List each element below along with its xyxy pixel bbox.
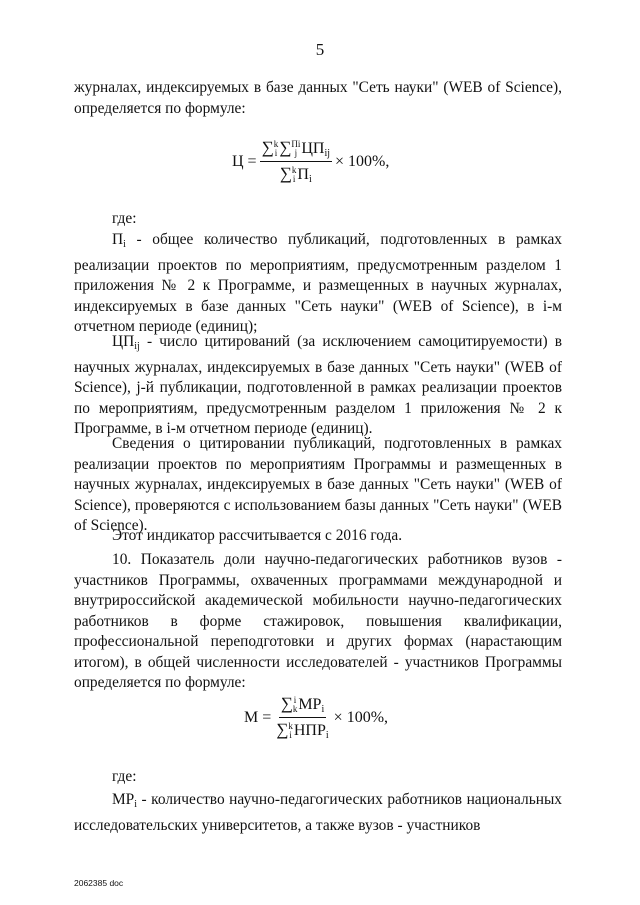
symbol-cpij: ЦП [112, 333, 135, 350]
formula-citation-index [232, 138, 389, 185]
paragraph-indicator-10: 10. Показатель доли научно-педагогических работников вузов - участников Программы, охваченных программами международной и внутрироссийской академической мобильности научно-педагогических работников в форме стажировок, повышения квалификации, профессиональной переподготовки и других формах (нарастающим итогом), в общей численности исследователей - участников Программы определяется по формуле: [74, 551, 562, 691]
formula-denominator [278, 162, 314, 185]
paragraph-intro: журналах, индексируемых в базе данных "Сеть науки" (WEB of Science), определяется по формуле: [74, 79, 562, 117]
formula-fraction [260, 138, 332, 185]
sum-symbol: ∑ [276, 720, 289, 739]
where-label: где: [112, 210, 137, 227]
formula-tail: × 100%, [333, 708, 389, 726]
formula-tail: × 100%, [335, 152, 390, 170]
definition-mpi-text: - количество научно-педагогических работников национальных исследовательских университетов, а также вузов - участников [74, 791, 562, 834]
definition-cpij [74, 332, 562, 440]
sum-symbol: ∑ [279, 164, 292, 183]
sum-limits: i k [292, 695, 298, 715]
term: МР [298, 696, 322, 713]
definition-pi [74, 230, 562, 338]
paragraph-citation-check: Сведения о цитировании публикаций, подготовленных в рамках реализации проектов по мероприятиям Программы и размещенных в научных журналах, индексируемых в базе данных "Сеть науки" (WEB of Science), проверяются с использованием базы данных "Сеть науки" (WEB of Science). [74, 435, 562, 534]
definition-pi-text: - общее количество публикаций, подготовленных в рамках реализации проектов по мероприятиям, предусмотренным разделом 1 приложения № 2 к Программе, и размещенных в научных журналах, индексируемых в базе данных "Сеть науки" (WEB of Science), в i-м отчетном периоде (единиц); [74, 231, 562, 335]
formula-denominator [274, 718, 330, 741]
document-footer-id: 2062385 doc [74, 878, 124, 888]
term: НПР [293, 722, 326, 739]
sum-symbol: ∑ [261, 138, 274, 157]
definition-mpi [74, 790, 562, 836]
sum-limits: k i [291, 165, 297, 185]
paragraph-since-2016: Этот индикатор рассчитывается с 2016 года. [112, 527, 403, 544]
page-number: 5 [315, 40, 325, 59]
symbol-mpi-subscript: i [134, 799, 138, 810]
where-label: где: [112, 768, 137, 785]
term-subscript: ij [324, 148, 330, 159]
formula-numerator [260, 138, 332, 162]
formula-numerator [279, 694, 327, 718]
term-subscript: i [308, 174, 312, 185]
symbol-pi-subscript: i [123, 239, 126, 250]
symbol-cpij-subscript: ij [134, 341, 140, 352]
definition-cpij-text: - число цитирований (за исключением самоцитируемости) в научных журналах, индексируемых в базе данных "Сеть науки" (WEB of Science), j-й публикации, подготовленной в рамках реализации проектов по мероприятиям, предусмотренным разделом 1 приложения № 2 к Программе, в i-м отчетном периоде (единиц). [74, 333, 562, 437]
symbol-mpi: МР [112, 791, 135, 808]
sum-symbol: ∑ [279, 138, 292, 157]
formula-lhs: Ц = [232, 152, 257, 170]
term-subscript: i [325, 730, 329, 741]
formula-mobility-share [244, 694, 388, 741]
formula-lhs: М = [244, 708, 272, 726]
term: П [297, 166, 309, 183]
term: ЦП [301, 140, 325, 157]
sum-symbol: ∑ [280, 694, 293, 713]
sum-limits: Пi j [291, 139, 301, 159]
formula-fraction [274, 694, 330, 741]
symbol-pi: П [112, 231, 124, 248]
term-subscript: i [321, 704, 325, 715]
sum-limits: k i [273, 139, 279, 159]
sum-limits: k i [288, 721, 293, 741]
